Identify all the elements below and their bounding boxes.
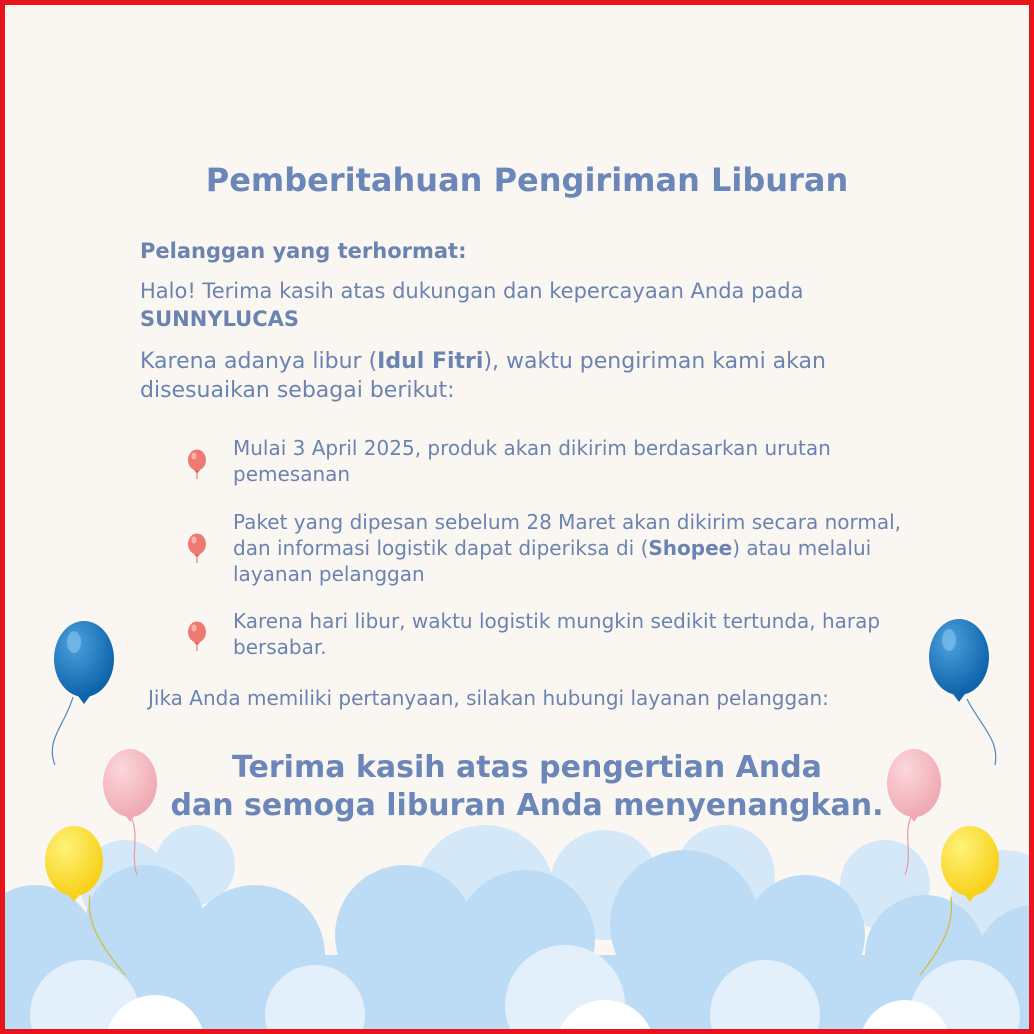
intro-paragraph <box>140 277 900 333</box>
bullet-item-3: Karena hari libur, waktu logistik mungkin sedikit tertunda, harap bersabar. <box>233 609 881 659</box>
bullet-item-1: Mulai 3 April 2025, produk akan dikirim berdasarkan urutan pemesanan <box>233 436 831 486</box>
intro-text: Halo! Terima kasih atas dukungan dan kepercayaan Anda pada <box>140 279 804 303</box>
brand-name: SUNNYLUCAS <box>140 307 300 331</box>
thanks-message <box>5 749 1034 825</box>
clouds <box>5 825 1034 1034</box>
bullet-2-before: Paket yang dipesan sebelum 28 Maret akan dikirim secara normal, dan informasi logistik dapat diperiksa di ( <box>233 510 902 560</box>
holiday-after: ), waktu pengiriman kami akan disesuaikan sebagai berikut: <box>140 349 826 403</box>
balloon-bullet-icon <box>185 621 209 651</box>
page-title: Pemberitahuan Pengiriman Liburan <box>205 161 849 199</box>
balloon-blue-right <box>929 619 996 765</box>
balloon-bullet-icon <box>185 449 209 479</box>
thanks-line-2: dan semoga liburan Anda menyenangkan. <box>170 788 884 823</box>
holiday-paragraph <box>140 347 900 405</box>
bullet-item-2 <box>233 509 913 587</box>
greeting: Pelanggan yang terhormat: <box>140 239 467 263</box>
thanks-line-1: Terima kasih atas pengertian Anda <box>232 750 822 785</box>
holiday-name: Idul Fitri <box>377 349 484 374</box>
contact-text: Jika Anda memiliki pertanyaan, silakan hubungi layanan pelanggan: <box>148 686 829 710</box>
balloon-bullet-icon <box>185 533 209 563</box>
balloon-blue-left <box>52 621 114 765</box>
holiday-before: Karena adanya libur ( <box>140 349 378 374</box>
platform-name: Shopee <box>648 536 733 560</box>
bullet-2-after: ) atau melalui layanan pelanggan <box>233 536 872 586</box>
